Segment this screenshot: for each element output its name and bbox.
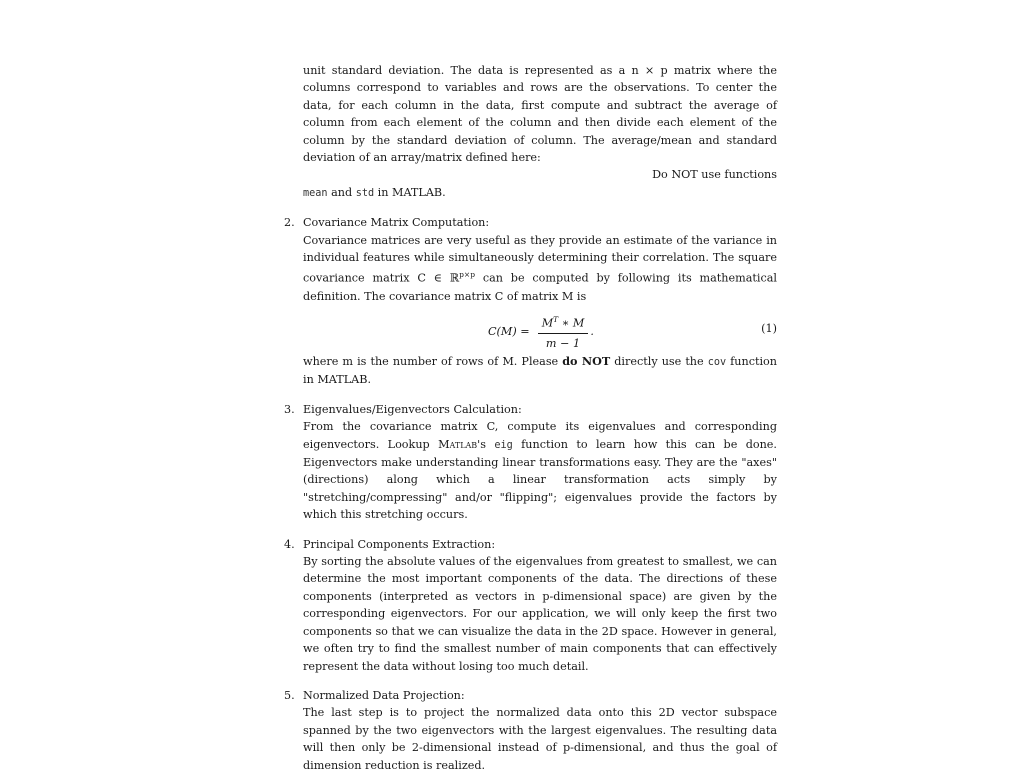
equation-denominator: m − 1 bbox=[545, 337, 581, 351]
item-title: Principal Components Extraction: bbox=[303, 537, 496, 551]
item-body-pre: Covariance matrices are very useful as they provide an estimate of the variance in individual features while simultaneously determining their correlation. The square covariance matrix C ∈ ℝ bbox=[303, 233, 777, 286]
item-body: By sorting the absolute values of the eigenvalues from greatest to smallest, we can determine the most important components of the data. The directions of these components (interpreted as vectors in p-dimensional space) are given by the corresponding eigenvectors. For our application, we will only keep the first two components so that we can visualize the data in the 2D space. However in general, we often try to find the smallest number of main components that can effectively represent the data without losing too much detail. bbox=[303, 555, 777, 673]
item-body bbox=[303, 232, 777, 305]
list-item-eigen bbox=[284, 401, 777, 524]
eq-num-sup: T bbox=[553, 315, 559, 325]
equation-numerator bbox=[538, 311, 589, 334]
intro-tail bbox=[303, 184, 777, 202]
equation-period: . bbox=[590, 325, 594, 339]
text-column bbox=[284, 62, 777, 774]
item-body: The last step is to project the normalized data onto this 2D vector subspace spanned by the two eigenvectors with the largest eigenvalues. The resulting data will then only be 2-dimensional instead of p-dimensional, and thus the goal of dimension reduction is realized. bbox=[303, 706, 777, 772]
list-item-principal-components bbox=[284, 536, 777, 675]
intro-tail-text: in MATLAB. bbox=[374, 185, 446, 199]
item-title: Covariance Matrix Computation: bbox=[303, 216, 490, 230]
code-eig: eig bbox=[494, 439, 513, 451]
item-body-sup: p×p bbox=[459, 270, 476, 280]
intro-paragraph: unit standard deviation. The data is represented as a n × p matrix where the columns correspond to variables and rows are the observations. To center the data, for each column in the data, first compute and subtract the average of column from each element of the column and then divide each element of the column by the standard deviation of column. The average/mean and standard deviation of an array/matrix defined here: bbox=[303, 64, 777, 165]
after-pre: where m is the number of rows of M. Please bbox=[303, 355, 563, 369]
equation-lhs: C(M) = bbox=[488, 325, 530, 339]
code-std: std bbox=[355, 187, 375, 199]
item-title: Eigenvalues/Eigenvectors Calculation: bbox=[303, 402, 522, 416]
item-number: 4. bbox=[284, 537, 295, 551]
item-body-mid: 's bbox=[477, 437, 495, 451]
equation-number: (1) bbox=[761, 322, 777, 336]
covariance-equation bbox=[488, 311, 594, 353]
item-body-post: function to learn how this can be done. Eigenvectors make understanding linear transformations easy. They are the "axes" (directions) along which a linear transformation acts simply by "stretching/compressing" and/or "flipping"; eigenvalues provide the factors by which this stretching occurs. bbox=[303, 437, 777, 522]
item-number: 2. bbox=[284, 216, 295, 230]
code-cov: cov bbox=[707, 357, 727, 369]
list-item-covariance bbox=[284, 214, 777, 389]
matlab-brand: Matlab bbox=[438, 437, 478, 451]
code-mean: mean bbox=[303, 187, 328, 199]
after-mid: directly use the bbox=[610, 355, 708, 369]
after-post: function in MATLAB. bbox=[303, 355, 777, 387]
intro-right-note: Do NOT use functions bbox=[652, 168, 777, 182]
item-number: 5. bbox=[284, 688, 295, 702]
equation-row bbox=[303, 309, 777, 349]
after-bold: do NOT bbox=[562, 354, 611, 369]
item-body bbox=[303, 418, 777, 523]
list-item-projection bbox=[284, 687, 777, 774]
item-body-pre: From the covariance matrix C, compute its eigenvalues and corresponding eigenvectors. Lookup bbox=[303, 420, 777, 451]
equation-fraction bbox=[538, 311, 589, 353]
item-body-post: can be computed by following its mathematical definition. The covariance matrix C of matrix M is bbox=[303, 272, 777, 303]
eq-num-rest: ∗ M bbox=[558, 316, 585, 330]
intro-and: and bbox=[327, 185, 356, 199]
item-after-equation bbox=[303, 353, 777, 389]
item-number: 3. bbox=[284, 402, 295, 416]
eq-num-m: M bbox=[541, 316, 554, 330]
item-title: Normalized Data Projection: bbox=[303, 688, 465, 702]
